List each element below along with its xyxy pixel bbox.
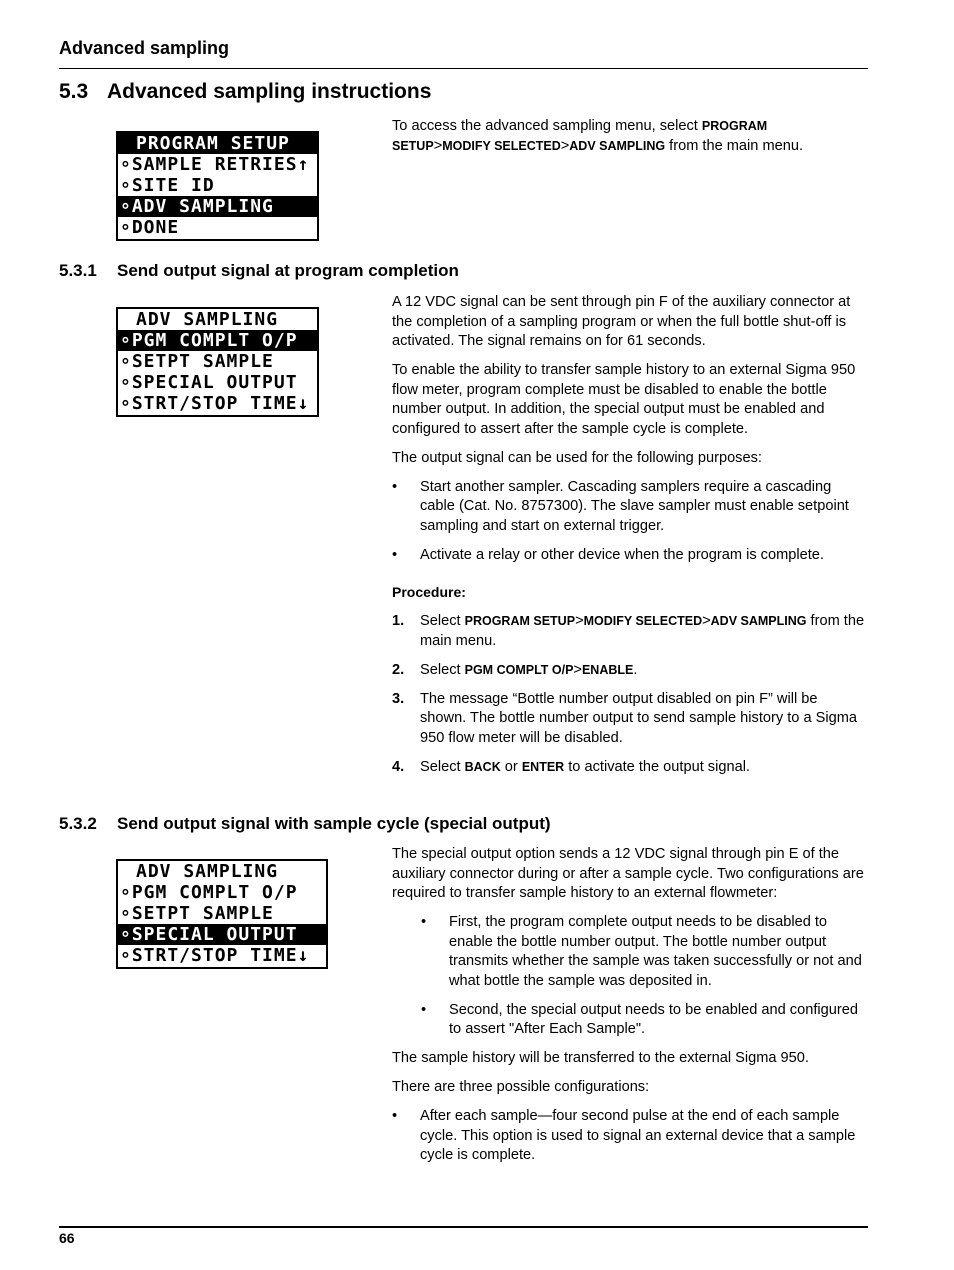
bullet-item — [392, 1107, 867, 1166]
step-text: Select — [420, 758, 465, 775]
bullet-text: Activate a relay or other device when the program is complete. — [420, 546, 824, 563]
key-back: BACK — [464, 759, 501, 774]
menu-sep: > — [575, 613, 584, 629]
menu-sep: > — [560, 137, 570, 154]
lcd-row: ∘SAMPLE RETRIES↑ — [120, 154, 310, 175]
step-text: or — [500, 758, 522, 775]
step-text: Select — [420, 613, 465, 629]
header-rule — [59, 68, 868, 69]
lcd-row: ∘SITE ID — [120, 175, 215, 196]
paragraph: There are three possible configurations: — [392, 1079, 650, 1095]
bullet-text: First, the program complete output needs to be disabled to enable the bottle number output. The bottle number output transmits whether the sample was taken successfully or not and what bottle the sample was deposited in. — [449, 914, 862, 989]
step-number: 1. — [392, 613, 405, 629]
section-title — [59, 80, 431, 104]
sub-bullet-item — [392, 913, 867, 991]
lcd-row-title: ADV SAMPLING — [136, 309, 279, 330]
menu-enable: ENABLE — [581, 662, 634, 677]
menu-program-setup: PROGRAM SETUP — [464, 614, 576, 628]
step-4 — [392, 758, 867, 778]
subsection-number: 5.3.1 — [59, 261, 97, 280]
lcd-row-selected: ∘PGM COMPLT O/P — [118, 330, 317, 351]
menu-sep: > — [573, 661, 582, 678]
subsection-532-title — [59, 814, 551, 834]
lcd-row: ∘STRT/STOP TIME↓ — [120, 393, 310, 414]
paragraph: The sample history will be transferred to the external Sigma 950. — [392, 1050, 809, 1066]
bullet-mark: • — [421, 1001, 427, 1018]
step-text: The message “Bottle number output disabled on pin F” will be shown. The bottle number output to send sample history to a Sigma 950 flow meter will be disabled. — [420, 690, 857, 746]
lcd-program-setup — [116, 131, 319, 241]
subsection-title-text: Send output signal at program completion — [117, 261, 459, 280]
lcd-adv-sampling-special-output — [116, 859, 328, 969]
bullet-mark: • — [421, 914, 427, 930]
lcd-row: ∘STRT/STOP TIME↓ — [120, 945, 310, 966]
menu-modify-selected: MODIFY SELECTED — [583, 614, 703, 628]
subsection-531-title — [59, 261, 459, 281]
subsection-number: 5.3.2 — [59, 814, 97, 833]
lcd-row: ∘SETPT SAMPLE — [120, 903, 274, 924]
intro-text — [392, 117, 867, 166]
intro-pre: To access the advanced sampling menu, select — [392, 118, 702, 134]
lcd-row: ∘DONE — [120, 217, 180, 238]
section-number: 5.3 — [59, 80, 89, 103]
lcd-row: ∘PGM COMPLT O/P — [120, 882, 298, 903]
bullet-text: Second, the special output needs to be enabled and configured to assert "After Each Sample". — [449, 1001, 858, 1037]
intro-post: from the main menu. — [665, 137, 804, 154]
step-text: Select — [420, 661, 465, 678]
intro-paragraph — [392, 117, 867, 156]
step-1 — [392, 612, 867, 651]
key-enter: ENTER — [521, 759, 565, 774]
running-header: Advanced sampling — [59, 38, 230, 58]
lcd-row-title: PROGRAM SETUP — [118, 133, 317, 154]
step-number: 2. — [392, 661, 405, 678]
menu-adv-sampling: ADV SAMPLING — [710, 614, 807, 628]
step-text: . — [633, 661, 638, 678]
step-number: 3. — [392, 690, 405, 707]
footer-rule — [59, 1226, 868, 1228]
paragraph: To enable the ability to transfer sample history to an external Sigma 950 flow meter, program complete must be disabled to enable the bottle number output. In addition, the special output must be enabled and configured to assert after the sample cycle is complete. — [392, 362, 856, 437]
bullet-item — [392, 478, 867, 537]
procedure-label: Procedure: — [392, 584, 466, 600]
bullet-text: After each sample—four second pulse at the end of each sample cycle. This option is used to signal an external device that a sample cycle is complete. — [420, 1108, 856, 1163]
section-title-text: Advanced sampling instructions — [107, 80, 432, 103]
menu-adv-sampling: ADV SAMPLING — [569, 138, 666, 153]
lcd-row-selected: ∘ADV SAMPLING — [118, 196, 317, 217]
menu-sep: > — [702, 613, 711, 629]
bullet-item — [392, 546, 867, 566]
paragraph: The special output option sends a 12 VDC signal through pin E of the auxiliary connector during or after a sample cycle. Two configurations are required to transfer sample history to an external flowmeter: — [392, 846, 864, 901]
step-3 — [392, 690, 867, 749]
step-text: from the main menu. — [420, 613, 865, 649]
paragraph: The output signal can be used for the following purposes: — [392, 449, 762, 466]
menu-pgm-complt: PGM COMPLT O/P — [464, 662, 574, 677]
subsection-531-body — [392, 293, 867, 787]
bullet-mark: • — [392, 546, 398, 563]
bullet-mark: • — [392, 478, 398, 495]
paragraph: A 12 VDC signal can be sent through pin F of the auxiliary connector at the completion of a sampling program or when the full bottle shut-off is activated. The signal remains on for 61 seconds. — [392, 294, 851, 349]
lcd-row-title: ADV SAMPLING — [136, 861, 279, 882]
menu-program-setup: PROGRAM SETUP — [392, 119, 768, 153]
procedure-steps — [392, 612, 867, 777]
subsection-title-text: Send output signal with sample cycle (special output) — [117, 814, 551, 833]
subsection-532-body — [392, 845, 867, 1175]
menu-sep: > — [433, 137, 443, 154]
lcd-row-selected: ∘SPECIAL OUTPUT — [118, 924, 326, 945]
lcd-row: ∘SPECIAL OUTPUT — [120, 372, 298, 393]
step-number: 4. — [392, 758, 405, 775]
page-number: 66 — [59, 1230, 75, 1246]
step-text: to activate the output signal. — [564, 758, 750, 775]
bullet-mark: • — [392, 1108, 398, 1124]
menu-modify-selected: MODIFY SELECTED — [442, 138, 561, 153]
step-2 — [392, 661, 867, 681]
lcd-adv-sampling-pgm-complt — [116, 307, 319, 417]
lcd-row: ∘SETPT SAMPLE — [120, 351, 274, 372]
bullet-text: Start another sampler. Cascading samplers require a cascading cable (Cat. No. 8757300). The slave sampler must enable setpoint sampling and start on external trigger. — [420, 478, 849, 534]
sub-bullet-item — [392, 1001, 867, 1040]
